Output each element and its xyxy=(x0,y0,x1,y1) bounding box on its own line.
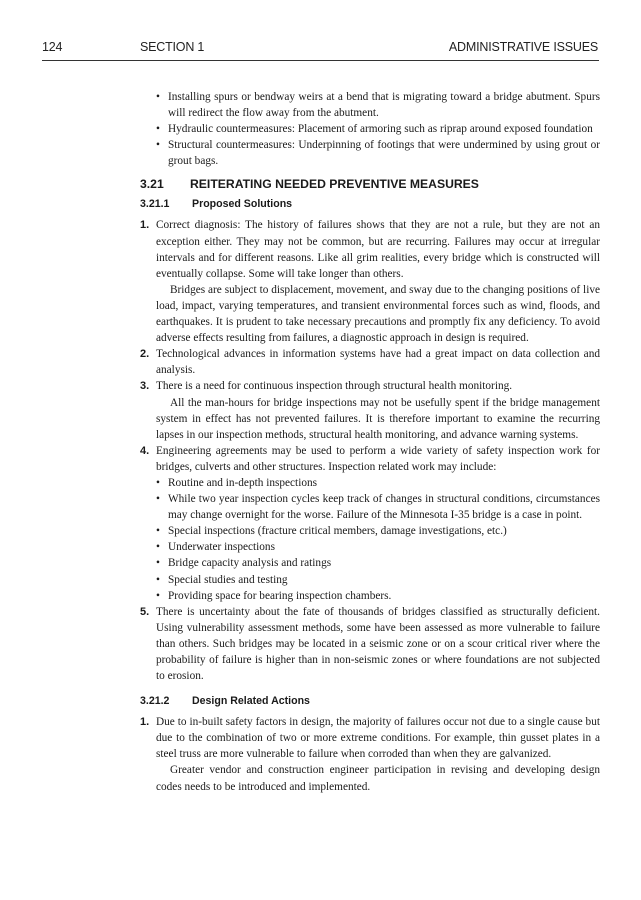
running-header xyxy=(42,40,598,56)
intro-bullet-list xyxy=(140,89,600,169)
paragraph: Technological advances in information systems have had a great impact on data collection and analysis. xyxy=(156,348,600,377)
numbered-item xyxy=(140,217,600,346)
numbered-item xyxy=(140,378,600,442)
subsection-title: Proposed Solutions xyxy=(192,198,293,211)
paragraph: Correct diagnosis: The history of failures shows that they are not a rule, but they are not an exception either. They may not be common, but are recurring. Failures may occur at irregular intervals and for different reasons. Like all grim realities, every bridge which is constructed will eventually collapse. Some will take longer than others. xyxy=(156,219,600,280)
list-item: • Special studies and testing xyxy=(156,572,600,588)
subsection-heading xyxy=(140,694,600,709)
numbered-item xyxy=(140,604,600,684)
paragraph: There is uncertainty about the fate of thousands of bridges classified as structurally deficient. Using vulnerability assessment methods, some have been assessed as more vulnerable to failure than others. Such bridges may be located in a seismic zone or on a scour critical river where the probability of failure is higher than in non-seismic zones or where foundations are not subjected to erosion. xyxy=(156,605,600,683)
paragraph: All the man-hours for bridge inspections may not be usefully spent if the bridge management system in effect has not prevented failures. It is therefore important to examine the recurring lapses in our inspection methods, structural health monitoring, and advance warning systems. xyxy=(156,396,600,441)
numbered-item xyxy=(140,443,600,604)
section-number: 3.21 xyxy=(140,177,164,192)
list-item: • While two year inspection cycles keep track of changes in structural conditions, circumstances may change overnight for the worse. Failure of the Minnesota I-35 bridge is a case in point. xyxy=(156,491,600,523)
list-item: • Special inspections (fracture critical members, damage investigations, etc.) xyxy=(156,523,600,539)
proposed-solutions-list xyxy=(140,217,600,684)
item-number: 1. xyxy=(140,716,150,729)
design-actions-list xyxy=(140,714,600,794)
section-title: REITERATING NEEDED PREVENTIVE MEASURES xyxy=(190,177,479,192)
subsection-number: 3.21.2 xyxy=(140,695,170,708)
list-item: • Installing spurs or bendway weirs at a bend that is migrating toward a bridge abutment. Spurs will redirect the flow away from the abutment. xyxy=(156,89,600,121)
list-item: • Structural countermeasures: Underpinning of footings that were undermined by using grout or grout bags. xyxy=(156,137,600,169)
section-label: SECTION 1 xyxy=(140,40,205,54)
item-number: 3. xyxy=(140,380,150,393)
list-item: • Providing space for bearing inspection chambers. xyxy=(156,588,600,604)
paragraph: Bridges are subject to displacement, movement, and sway due to the changing positions of live load, impact, varying temperatures, and transient environmental forces such as wind, floods, and earthquakes. It is prudent to take necessary precautions and promptly fix any deficiency. To avoid adverse effects resulting from failures, a diagnostic approach in design is required. xyxy=(156,283,600,345)
header-rule xyxy=(42,60,599,61)
paragraph: There is a need for continuous inspection through structural health monitoring. xyxy=(156,380,513,393)
item-number: 4. xyxy=(140,444,150,457)
paragraph: Greater vendor and construction engineer participation in revising and developing design codes needs to be introduced and implemented. xyxy=(156,764,600,793)
item-number: 2. xyxy=(140,348,150,361)
item-number: 5. xyxy=(140,605,150,618)
subsection-heading xyxy=(140,197,600,212)
chapter-label: ADMINISTRATIVE ISSUES xyxy=(448,40,598,54)
list-item: • Bridge capacity analysis and ratings xyxy=(156,555,600,571)
paragraph: Engineering agreements may be used to perform a wide variety of safety inspection work for bridges, culverts and other structures. Inspection related work may include: xyxy=(156,444,600,473)
subsection-number: 3.21.1 xyxy=(140,198,170,211)
inspection-work-list xyxy=(156,475,600,604)
spacer xyxy=(140,684,600,694)
page-body xyxy=(140,89,600,795)
list-item: • Hydraulic countermeasures: Placement of armoring such as riprap around exposed foundation xyxy=(156,121,600,137)
list-item: • Underwater inspections xyxy=(156,539,600,555)
page-number: 124 xyxy=(42,40,63,54)
list-item: • Routine and in-depth inspections xyxy=(156,475,600,491)
paragraph: Due to in-built safety factors in design, the majority of failures occur not due to a single cause but due to the combination of two or more extreme conditions. For example, thin gusset plates in a steel truss are more vulnerable to failure when corroded than when they are galvanized. xyxy=(156,716,600,761)
subsection-title: Design Related Actions xyxy=(192,695,310,708)
section-heading xyxy=(140,176,600,192)
item-number: 1. xyxy=(140,219,150,232)
numbered-item xyxy=(140,346,600,378)
numbered-item xyxy=(140,714,600,794)
